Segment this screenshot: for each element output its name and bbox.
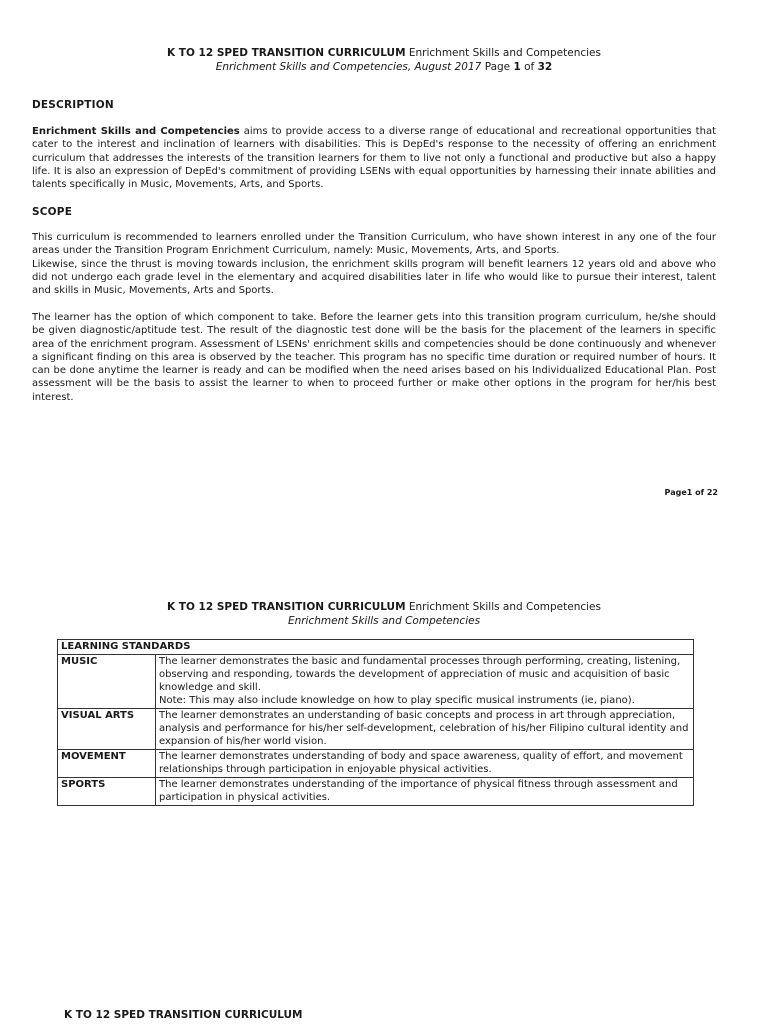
header-line-1 bbox=[0, 46, 768, 60]
scope-paragraphs bbox=[32, 231, 716, 297]
description-paragraph bbox=[32, 125, 716, 191]
standard-music-note: Note: This may also include knowledge on how to play specific musical instruments (ie, piano). bbox=[159, 695, 635, 706]
header-subtitle: Enrichment Skills and Competencies bbox=[408, 47, 601, 59]
standard-music bbox=[156, 655, 694, 709]
page-number-footer: Page1 of 22 bbox=[664, 488, 718, 497]
header-date: Enrichment Skills and Competencies, August 2017 bbox=[215, 61, 482, 73]
page-header-2 bbox=[0, 600, 768, 628]
header-page-word: Page bbox=[484, 61, 511, 73]
header-title: K TO 12 SPED TRANSITION CURRICULUM bbox=[167, 47, 406, 59]
scope-paragraph-3: The learner has the option of which component to take. Before the learner gets into this transition program curriculum, he/she should be given diagnostic/aptitude test. The result of the diagnostic test done will be the basis for the placement of the learners in specific area of the enrichment program. Assessment of LSENs' enrichment skills and competencies should be done continuously and whenever a significant finding on this area is observed by the teacher. This program has no specific time duration or required number of hours. It can be done anytime the learner is ready and can be modified when the need arises based on his Individualized Educational Plan. Post assessment will be the basis to assist the learner to when to proceed further or make other options in the program for her/his best interest. bbox=[32, 312, 716, 403]
standard-music-text: The learner demonstrates the basic and fundamental processes through performing, creating, listening, observing and responding, towards the development of appreciation of music and acquisition of basic knowledge and skill. bbox=[159, 656, 681, 693]
header2-line-2 bbox=[0, 614, 768, 628]
scope-paragraph-2: Likewise, since the thrust is moving towards inclusion, the enrichment skills program will benefit learners 12 years old and above who did not undergo each grade level in the elementary and acquired disabilities later in life who would like to pursue their interest, talent and skills in Music, Movements, Arts and Sports. bbox=[32, 258, 716, 297]
table-row bbox=[58, 709, 694, 750]
table-row bbox=[58, 750, 694, 778]
learning-standards-table bbox=[57, 639, 694, 806]
description-lead: Enrichment Skills and Competencies bbox=[32, 126, 240, 137]
header2-italic: Enrichment Skills and Competencies bbox=[287, 615, 481, 627]
area-visual-arts: VISUAL ARTS bbox=[58, 709, 156, 750]
header-line-2 bbox=[0, 60, 768, 74]
header-page-num: 1 bbox=[513, 61, 521, 73]
header2-subtitle: Enrichment Skills and Competencies bbox=[408, 601, 601, 613]
scope-paragraph-3-block bbox=[32, 311, 716, 404]
table-row bbox=[58, 778, 694, 806]
area-music: MUSIC bbox=[58, 655, 156, 709]
header-page-total: 32 bbox=[537, 61, 553, 73]
header2-title: K TO 12 SPED TRANSITION CURRICULUM bbox=[167, 601, 406, 613]
footer-title: K TO 12 SPED TRANSITION CURRICULUM bbox=[64, 1009, 303, 1021]
standard-visual-arts: The learner demonstrates an understanding of basic concepts and process in art through appreciation, analysis and performance for his/her self-development, celebration of his/her Filipino cultural identity and expansion of his/her world vision. bbox=[156, 709, 694, 750]
standard-sports: The learner demonstrates understanding of the importance of physical fitness through assessment and participation in physical activities. bbox=[156, 778, 694, 806]
area-movement: MOVEMENT bbox=[58, 750, 156, 778]
description-heading: DESCRIPTION bbox=[32, 99, 114, 111]
page-header bbox=[0, 46, 768, 74]
table-row bbox=[58, 655, 694, 709]
scope-paragraph-1: This curriculum is recommended to learners enrolled under the Transition Curriculum, who have shown interest in any one of the four areas under the Transition Program Enrichment Curriculum, namely: Music, Movements, Arts, and Sports. bbox=[32, 232, 716, 257]
header2-line-1 bbox=[0, 600, 768, 614]
scope-heading: SCOPE bbox=[32, 206, 73, 218]
area-sports: SPORTS bbox=[58, 778, 156, 806]
header-of-word: of bbox=[524, 61, 535, 73]
table-header-row bbox=[58, 640, 694, 655]
standard-movement: The learner demonstrates understanding of body and space awareness, quality of effort, and movement relationships through participation in enjoyable physical activities. bbox=[156, 750, 694, 778]
learning-standards-heading: LEARNING STANDARDS bbox=[58, 640, 694, 655]
description-text: aims to provide access to a diverse range of educational and recreational opportunities that cater to the interest and inclination of learners with disabilities. This is DepEd's response to the necessity of offering an enrichment curriculum that addresses the interests of the transition learners for them to live not only a functional and productive but also a happy life. It is also an expression of DepEd's commitment of providing LSENs with equal opportunities by harnessing their innate abilities and talents specifically in Music, Movements, Arts, and Sports. bbox=[32, 126, 716, 191]
